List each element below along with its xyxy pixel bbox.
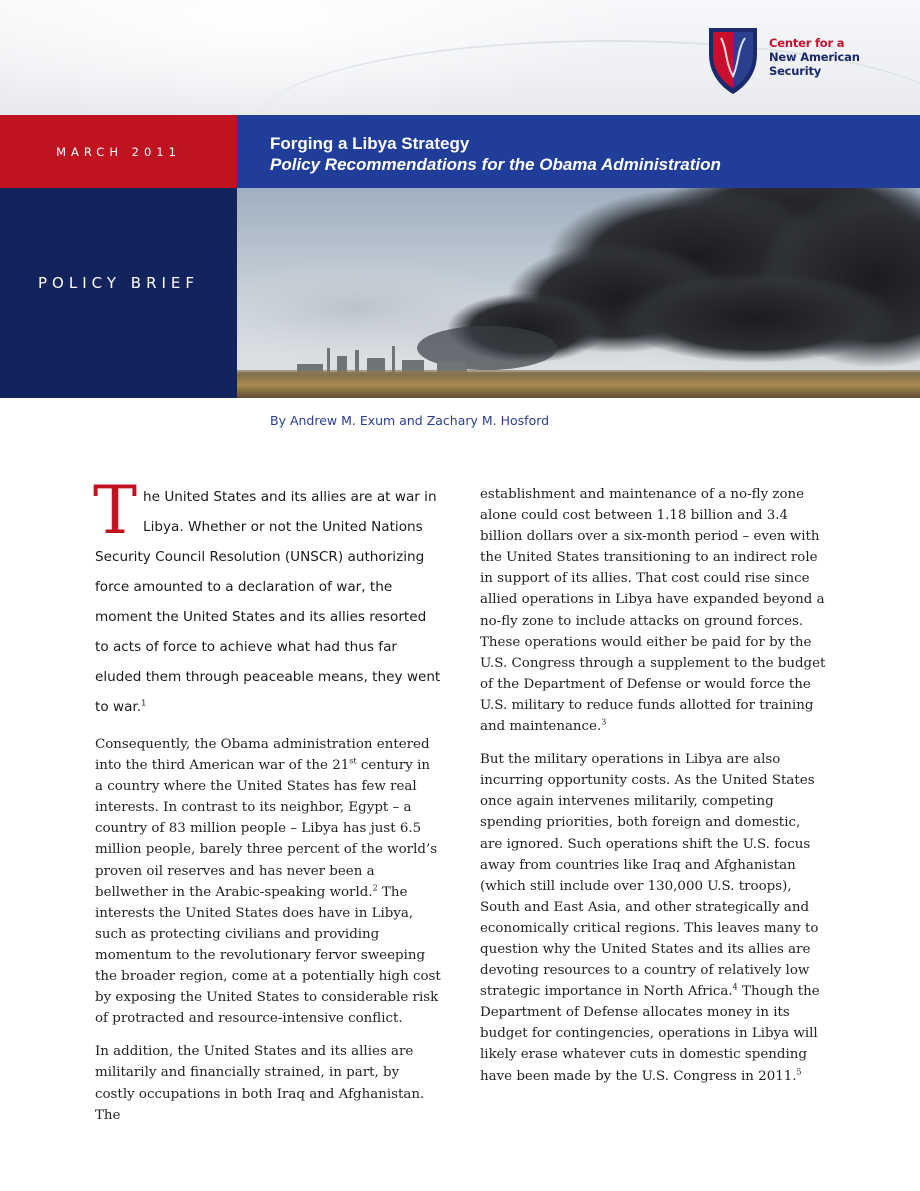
series-label: POLICY BRIEF (38, 274, 200, 292)
footnote-ref[interactable]: 3 (601, 717, 607, 727)
right-column (480, 484, 826, 1099)
paragraph-text: The interests the United States does have in Libya, such as protecting civilians and providing momentum to the revolutionary fervor sweeping the broader region, come at a potentially high cost by exposing the United States to considerable risk of protracted and resource-intensive conflict. (95, 884, 441, 1027)
paragraph-text: In addition, the United States and its allies are militarily and financially strained, in part, by costly occupations in both Iraq and Afghanistan. The (95, 1044, 425, 1123)
lead-paragraph (93, 472, 441, 722)
series-panel (0, 188, 237, 398)
shield-icon (705, 24, 761, 96)
body-paragraph (480, 749, 826, 1087)
smoke-plume-photo (237, 188, 920, 398)
ordinal-suffix: st (349, 756, 357, 766)
paragraph-text: Though the Department of Defense allocates money in its budget for contingencies, operations in Libya will likely erase whatever cuts in domestic spending have been made by the U.S. Congress in 2011. (480, 984, 820, 1084)
footnote-ref[interactable]: 1 (141, 698, 147, 708)
date-banner (0, 115, 237, 188)
publication-date: MARCH 2011 (56, 144, 181, 159)
cover-photo (237, 188, 920, 398)
org-name-line2: New American (769, 50, 860, 64)
document-title: Forging a Libya Strategy (270, 134, 470, 153)
left-column (93, 472, 441, 1138)
footnote-ref[interactable]: 2 (372, 883, 378, 893)
org-name-line1: Center for a (769, 36, 845, 50)
paragraph-text: But the military operations in Libya are also incurring opportunity costs. As the United States once again intervenes militarily, competing spending priorities, both foreign and domestic, are ignored. Such operations shift the U.S. focus away from countries like Iraq and Afghanistan (which still include over 130,000 U.S. troops), South and East Asia, and other strategically and economically critical regions. This leaves many to question why the United States and its allies are devoting resources to a country of relatively low strategic importance in North Africa. (480, 752, 819, 1000)
org-logo[interactable] (705, 24, 905, 99)
drop-cap: T (93, 472, 138, 549)
footnote-ref[interactable]: 5 (796, 1067, 802, 1077)
footnote-ref[interactable]: 4 (732, 982, 738, 992)
title-banner (237, 115, 920, 188)
org-name-line3: Security (769, 64, 822, 78)
byline: By Andrew M. Exum and Zachary M. Hosford (270, 413, 550, 428)
body-paragraph (480, 484, 826, 737)
body-paragraph (95, 1041, 441, 1125)
lead-text: he United States and its allies are at war in Libya. Whether or not the United Nations Security Council Resolution (UNSCR) authorizing force amounted to a declaration of war, the moment the United States and its allies resorted to acts of force to achieve what had thus far eluded them through peaceable means, they went to war. (95, 489, 441, 715)
paragraph-text: century in a country where the United States has few real interests. In contrast to its neighbor, Egypt – a country of 83 million people – Libya has just 6.5 million people, barely three percent of the world’s proven oil reserves and has never been a bellwether in the Arabic-speaking world. (95, 758, 438, 900)
document-subtitle: Policy Recommendations for the Obama Administration (270, 155, 721, 174)
body-paragraph (95, 734, 441, 1029)
org-name (769, 36, 860, 78)
paragraph-text: Consequently, the Obama administration entered into the third American war of the 21 (95, 737, 430, 774)
paragraph-text: establishment and maintenance of a no-fly zone alone could cost between 1.18 billion and 3.4 billion dollars over a six-month period – even with the United States transitioning to an indirect role in support of its allies. That cost could rise since allied operations in Libya have expanded beyond a no-fly zone to include attacks on ground forces. These operations would either be paid for by the U.S. Congress through a supplement to the budget of the Department of Defense or would force the U.S. military to reduce funds allotted for training and maintenance. (480, 487, 826, 735)
